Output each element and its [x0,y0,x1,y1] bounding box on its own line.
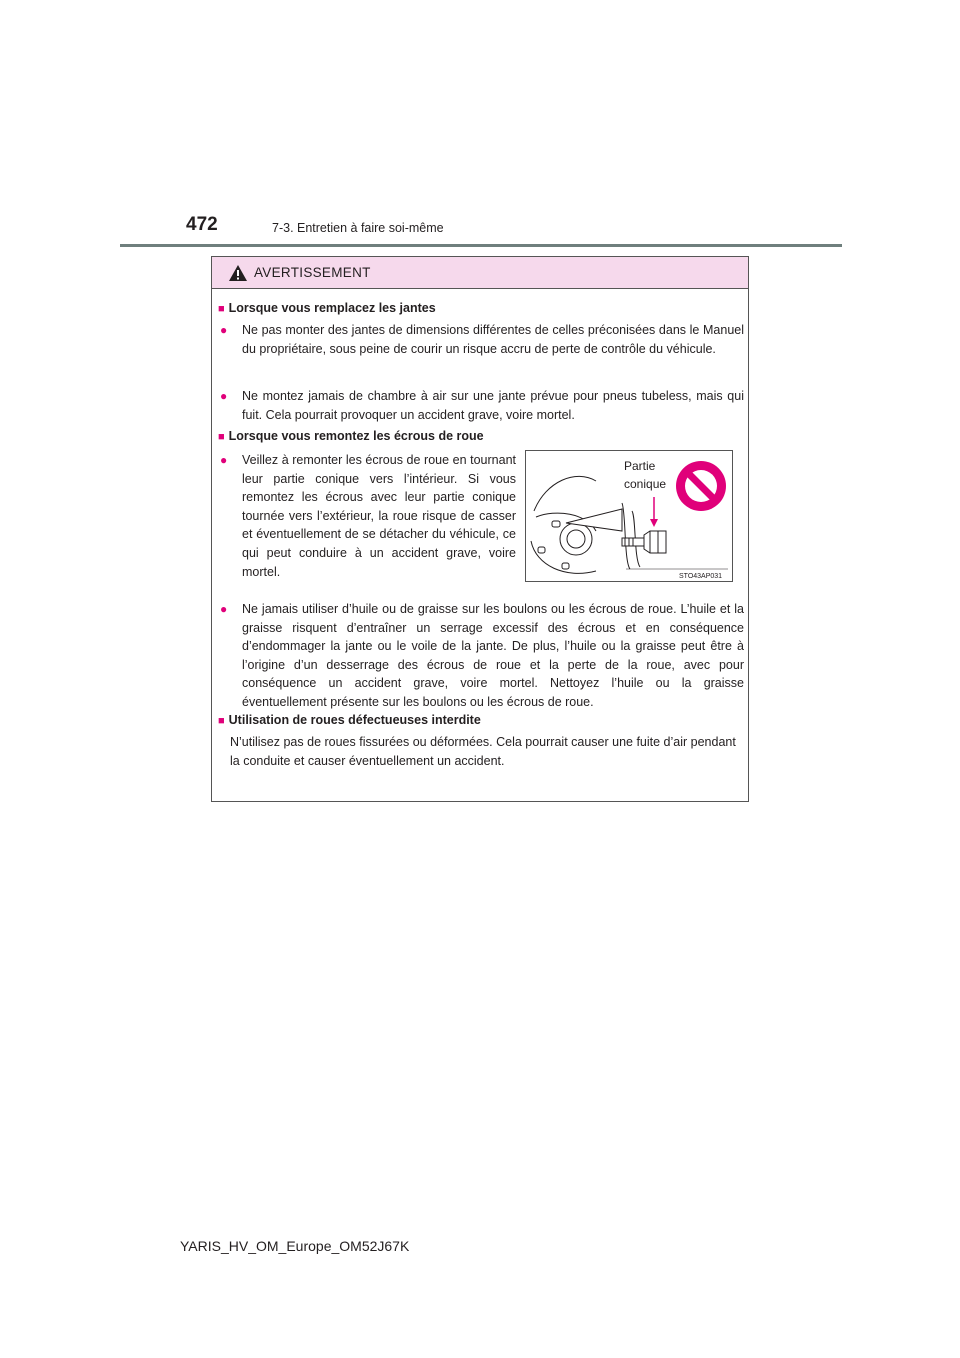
page-number: 472 [186,214,218,235]
section-heading: ■ Lorsque vous remplacez les jantes [218,301,436,315]
page-footer: YARIS_HV_OM_Europe_OM52J67K [180,1238,410,1254]
bullet-item: ● Ne montez jamais de chambre à air sur une jante prévue pour pneus tubeless, mais qui fuit. Cela pourrait provoquer un accident grave, voire mortel. [220,389,744,422]
wheel-nut-illustration [526,451,732,581]
section-heading: ■ Utilisation de roues défectueuses interdite [218,713,481,727]
figure-label-line2: conique [624,477,667,491]
circle-bullet-icon: ● [220,389,228,403]
square-bullet-icon: ■ [218,303,225,315]
warning-header [212,257,748,289]
wheel-nut-figure [525,450,733,582]
circle-bullet-icon: ● [220,323,228,337]
warning-box [211,256,749,802]
bullet-item: ● Ne jamais utiliser d’huile ou de graisse sur les boulons ou les écrous de roue. L’huile et la graisse risquent d’entraîner un serrage excessif des écrous et en conséquence d’endommager la jante ou le voile de la jante. De plus, l’huile ou la graisse peut être à l’origine d’un desserrage des écrous de roue et la perte de la roue, avec pour conséquence un accident grave, voire mortel. Nettoyez l’huile ou la graisse éventuellement présente sur les boulons ou les écrous de roue. [220,602,744,709]
square-bullet-icon: ■ [218,715,225,727]
warning-title: AVERTISSEMENT [254,265,371,280]
prohibition-icon [676,461,726,511]
bullet-item: ● Ne pas monter des jantes de dimensions différentes de celles préconisées dans le Manuel du propriétaire, sous peine de courir un risque accru de perte de contrôle du véhicule. [220,323,744,356]
warning-triangle-icon [228,264,248,282]
section-title: 7-3. Entretien à faire soi-même [272,221,444,235]
section-heading: ■ Lorsque vous remontez les écrous de roue [218,429,484,443]
header-rule [120,244,842,247]
figure-label-line1: Partie [624,459,656,473]
circle-bullet-icon: ● [220,453,228,467]
circle-bullet-icon: ● [220,602,228,616]
figure-code: STO43AP031 [679,573,723,580]
section-paragraph: N’utilisez pas de roues fissurées ou déformées. Cela pourrait causer une fuite d’air pendant la conduite et causer éventuellement un accident. [230,735,736,768]
bullet-item: ● Veillez à remonter les écrous de roue en tournant leur partie conique vers l’intérieur. Si vous remontez les écrous avec leur partie conique tournée vers l’extérieur, la roue risque de casser et éventuellement de se détacher du véhicule, ce qui peut conduire à un accident grave, voire mortel. [220,453,516,579]
square-bullet-icon: ■ [218,431,225,443]
